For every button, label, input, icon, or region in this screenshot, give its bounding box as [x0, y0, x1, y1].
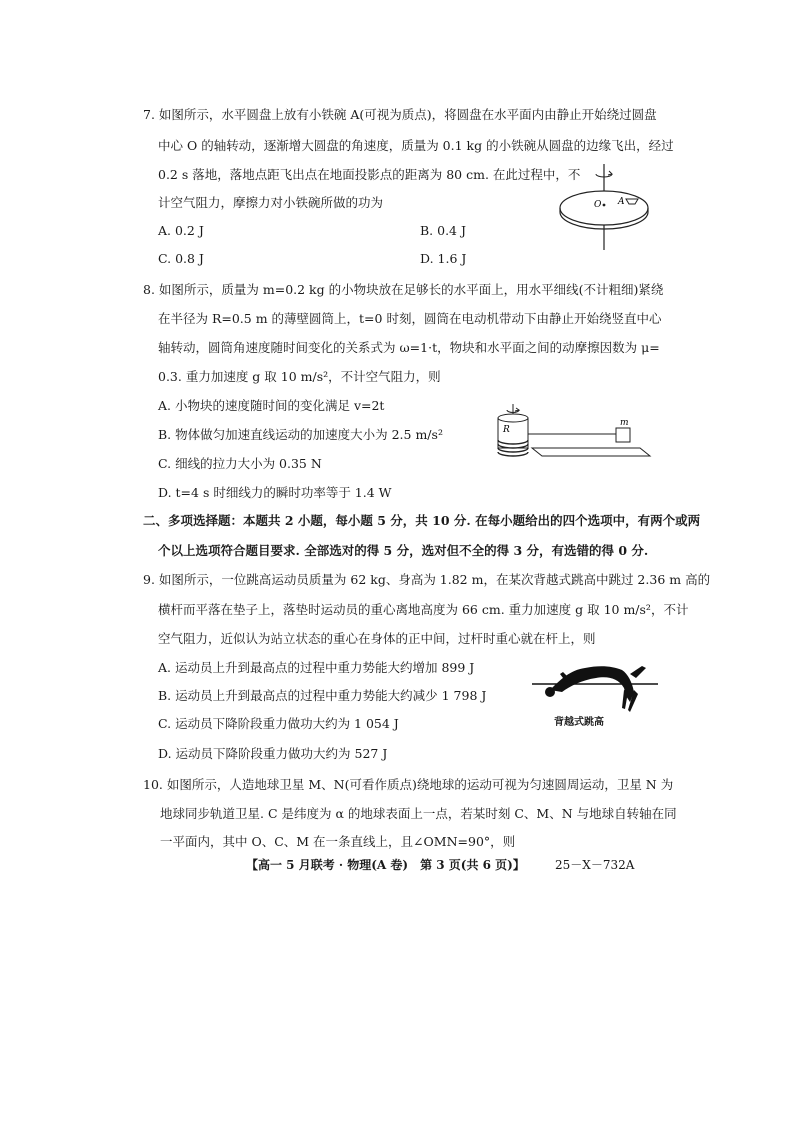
q7-line-1: 7. 如图所示，水平圆盘上放有小铁碗 A(可视为质点)，将圆盘在水平面内由静止开始绕过圆盘: [143, 107, 657, 122]
high-jump-caption: 背越式跳高: [554, 717, 604, 728]
q8-line-1: 8. 如图所示，质量为 m=0.2 kg 的小物块放在足够长的水平面上，用水平细线(不计粗细)紧绕: [143, 282, 664, 297]
q8-option-a: A. 小物块的速度随时间的变化满足 v=2t: [158, 398, 385, 413]
rotating-disk-figure: [556, 160, 652, 252]
q7-line-4: 计空气阻力，摩擦力对小铁碗所做的功为: [158, 195, 384, 210]
q7-line-2: 中心 O 的轴转动，逐渐增大圆盘的角速度，质量为 0.1 kg 的小铁碗从圆盘的边缘飞出，经过: [158, 138, 674, 153]
q9-option-a: A. 运动员上升到最高点的过程中重力势能大约增加 899 J: [158, 660, 475, 675]
disk-label-o: O: [594, 200, 602, 210]
q8-option-b: B. 物体做匀加速直线运动的加速度大小为 2.5 m/s²: [158, 427, 443, 442]
q9-line-3: 空气阻力，近似认为站立状态的重心在身体的正中间，过杆时重心就在杆上，则: [158, 631, 596, 646]
q7-line-3: 0.2 s 落地，落地点距飞出点在地面投影点的距离为 80 cm. 在此过程中，不: [158, 167, 581, 182]
section-2-instructions: 个以上选项符合题目要求. 全部选对的得 5 分，选对但不全的得 3 分，有选错的得 0 分.: [158, 543, 649, 558]
cylinder-block-figure: [492, 402, 654, 464]
q8-line-2: 在半径为 R=0.5 m 的薄壁圆筒上，t=0 时刻，圆筒在电动机带动下由静止开始绕竖直中心: [158, 311, 662, 326]
q8-line-3: 轴转动，圆筒角速度随时间变化的关系式为 ω=1·t，物块和水平面之间的动摩擦因数为 μ=: [158, 340, 660, 355]
q9-option-b: B. 运动员上升到最高点的过程中重力势能大约减少 1 798 J: [158, 688, 487, 703]
page-footer-title: 【高一 5 月联考 · 物理(A 卷) 第 3 页(共 6 页)】: [246, 858, 525, 872]
q10-line-3: 一平面内，其中 O、C、M 在一条直线上，且∠OMN=90°，则: [160, 834, 516, 849]
section-2-heading: 二、多项选择题：本题共 2 小题，每小题 5 分，共 10 分. 在每小题给出的四个选项中，有两个或两: [143, 513, 701, 528]
cylinder-label-r: R: [503, 425, 510, 435]
q9-option-c: C. 运动员下降阶段重力做功大约为 1 054 J: [158, 716, 399, 731]
q8-line-4: 0.3. 重力加速度 g 取 10 m/s²，不计空气阻力，则: [158, 369, 441, 384]
q9-line-2: 横杆而平落在垫子上，落垫时运动员的重心离地高度为 66 cm. 重力加速度 g 取 10 m/s²，不计: [158, 602, 689, 617]
q10-line-1: 10. 如图所示，人造地球卫星 M、N(可看作质点)绕地球的运动可视为匀速圆周运动，卫星 N 为: [143, 777, 674, 792]
page-footer-code: 25－X－732A: [555, 858, 635, 872]
q9-option-d: D. 运动员下降阶段重力做功大约为 527 J: [158, 746, 388, 761]
q7-option-b: B. 0.4 J: [420, 223, 466, 238]
q7-option-d: D. 1.6 J: [420, 251, 467, 266]
q10-line-2: 地球同步轨道卫星. C 是纬度为 α 的地球表面上一点，若某时刻 C、M、N 与地球自转轴在同: [160, 806, 677, 821]
block-label-m: m: [620, 418, 629, 428]
block-icon: [616, 428, 630, 442]
q8-option-c: C. 细线的拉力大小为 0.35 N: [158, 456, 322, 471]
disk-label-a: A: [618, 197, 625, 207]
q9-line-1: 9. 如图所示，一位跳高运动员质量为 62 kg、身高为 1.82 m，在某次背越式跳高中跳过 2.36 m 高的: [143, 572, 711, 587]
q8-option-d: D. t=4 s 时细线力的瞬时功率等于 1.4 W: [158, 485, 392, 500]
q7-option-a: A. 0.2 J: [158, 223, 204, 238]
q7-option-c: C. 0.8 J: [158, 251, 204, 266]
